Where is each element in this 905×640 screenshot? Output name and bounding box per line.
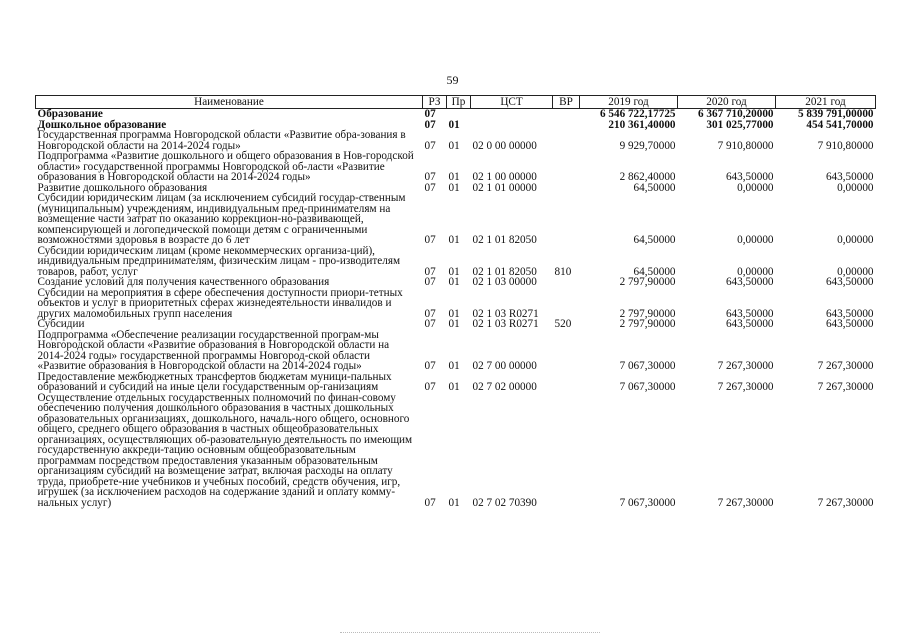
cell-name: Субсидии юридическим лицам (кроме некоммерческих организа-ций), индивидуальным предпринимателям, физическим лицам - про-изводителям товаров, работ, услуг xyxy=(37,244,401,278)
cell-cst: 02 1 00 00000 xyxy=(472,171,537,183)
cell-vr xyxy=(553,120,580,131)
cell-cst: 02 1 03 R0271 xyxy=(472,307,539,320)
cell-cst: 02 7 02 00000 xyxy=(472,381,537,393)
cell-2019: 64,50000 xyxy=(633,234,676,246)
cell-2020: 7 267,30000 xyxy=(717,496,774,509)
table-row xyxy=(36,372,876,393)
cell-2020: 643,50000 xyxy=(725,318,774,330)
cell-2021: 0,00000 xyxy=(837,265,874,278)
cell-pr: 01 xyxy=(448,276,460,288)
cell-pr: 01 xyxy=(448,307,460,320)
cell-pr: 01 xyxy=(448,360,460,372)
cell-2019: 2 797,90000 xyxy=(619,318,676,330)
cell-2021: 643,50000 xyxy=(825,307,874,320)
cell-2020: 643,50000 xyxy=(725,307,774,320)
cell-name: Развитие дошкольного образования xyxy=(37,181,208,194)
cell-2020: 301 025,77000 xyxy=(706,118,774,131)
cell-rz: 07 xyxy=(424,318,436,330)
table-row xyxy=(36,151,876,183)
cell-pr: 01 xyxy=(448,118,460,131)
cell-2020: 0,00000 xyxy=(737,181,774,194)
header-pr: Пр xyxy=(447,96,471,109)
header-2020: 2020 год xyxy=(678,96,776,109)
cell-name: Осуществление отдельных государственных полномочий по финан-совому обеспечению получения дошкольного образования в частных дошкольных образовательных организациях, дошкольного, началь-ного общего, основного общего, среднего общего образования в частных общеобразовательных организациях, осуществляющих об-разовательную деятельность по имеющим государственную аккреди-тацию основным общеобразовательным программам посредством предоставления указанным образовательным организациям субсидий на возмещение затрат, включая расходы на оплату труда, приобрете-ние учебников и учебных пособий, средств обучения, игр, игрушек (за исключением расходов на содержание зданий и оплату комму-нальных услуг) xyxy=(37,391,413,509)
cell-2020: 0,00000 xyxy=(737,265,774,278)
cell-2019: 64,50000 xyxy=(633,181,676,194)
cell-name: Подпрограмма «Обеспечение реализации государственной програм-мы Новгородской области «Развитие образования в Новгородской области на 2014-2024 годы» государственной программы Новгород-ской области «Развитие образования в Новгородской области на 2014-2024 годы» xyxy=(37,328,390,372)
cell-rz: 07 xyxy=(424,234,436,246)
table-row xyxy=(36,193,876,246)
cell-2021: 0,00000 xyxy=(837,181,874,194)
cell-2020: 7 267,30000 xyxy=(717,360,774,372)
cell-pr xyxy=(447,109,471,120)
header-name: Наименование xyxy=(36,96,423,109)
header-vr: ВР xyxy=(553,96,580,109)
cell-name: Образование xyxy=(37,108,103,120)
cell-name: Субсидии юридическим лицам (за исключением субсидий государ-ственным (муниципальным) учреждениям, индивидуальным пред-принимателям на возмещение части затрат по оказанию коррекцион-но-развивающей, компенсирующей и логопедической помощи детям с ограниченными возможностями здоровья в возрасте до 6 лет xyxy=(37,192,406,246)
cell-rz: 07 xyxy=(424,276,436,288)
cell-name: Субсидии на мероприятия в сфере обеспечения доступности приори-тетных объектов и услуг в приоритетных сферах жизнедеятельности инвалидов и других маломобильных групп населения xyxy=(37,286,403,320)
cell-rz: 07 xyxy=(424,496,436,509)
cell-vr: 520 xyxy=(554,318,572,330)
cell-2019: 64,50000 xyxy=(633,265,676,278)
table-body xyxy=(36,109,876,509)
page-number: 59 xyxy=(446,73,459,87)
cell-vr xyxy=(553,183,580,194)
cell-cst xyxy=(471,109,553,120)
cell-cst: 02 1 01 82050 xyxy=(472,265,537,278)
cell-pr: 01 xyxy=(448,139,460,152)
header-2021: 2021 год xyxy=(776,96,876,109)
cell-vr xyxy=(553,193,580,246)
cell-name: Создание условий для получения качественного образования xyxy=(37,276,330,288)
cell-pr: 01 xyxy=(448,381,460,393)
cell-2019: 7 067,30000 xyxy=(619,381,676,393)
cell-pr: 01 xyxy=(448,181,460,194)
table-row xyxy=(36,393,876,509)
cell-name: Предоставление межбюджетных трансфертов бюджетам муници-пальных образований и субсидий на иные цели государственным ор-ганизациям xyxy=(37,370,392,393)
table-row xyxy=(36,277,876,288)
cell-cst: 02 1 01 00000 xyxy=(472,181,537,194)
cell-2020: 643,50000 xyxy=(725,276,774,288)
cell-cst: 02 1 01 82050 xyxy=(472,234,537,246)
cell-vr xyxy=(553,109,580,120)
cell-2020: 7 267,30000 xyxy=(717,381,774,393)
cell-vr xyxy=(553,130,580,151)
cell-pr: 01 xyxy=(448,171,460,183)
scan-artifact xyxy=(340,632,600,636)
cell-2019: 7 067,30000 xyxy=(619,496,676,509)
cell-vr: 810 xyxy=(554,265,572,278)
cell-cst xyxy=(471,120,553,131)
cell-name: Дошкольное образование xyxy=(37,118,167,131)
cell-rz: 07 xyxy=(424,381,436,393)
cell-2020: 6 367 710,20000 xyxy=(697,108,774,120)
cell-rz: 07 xyxy=(424,171,436,183)
cell-2021: 643,50000 xyxy=(825,318,874,330)
cell-pr: 01 xyxy=(448,265,460,278)
cell-rz: 07 xyxy=(424,307,436,320)
header-cst: ЦСТ xyxy=(471,96,553,109)
cell-2020: 0,00000 xyxy=(737,234,774,246)
cell-vr xyxy=(553,277,580,288)
cell-rz: 07 xyxy=(424,139,436,152)
cell-vr xyxy=(553,151,580,183)
cell-2019: 2 797,90000 xyxy=(619,276,676,288)
table-row xyxy=(36,130,876,151)
cell-2021: 0,00000 xyxy=(837,234,874,246)
cell-rz: 07 xyxy=(424,181,436,194)
table-row xyxy=(36,246,876,278)
cell-vr xyxy=(553,393,580,509)
cell-2021: 454 541,70000 xyxy=(806,118,874,131)
table-row xyxy=(36,109,876,120)
cell-2021: 643,50000 xyxy=(825,171,874,183)
cell-pr: 01 xyxy=(448,234,460,246)
cell-pr: 01 xyxy=(448,318,460,330)
cell-2019: 9 929,70000 xyxy=(619,139,676,152)
cell-2019: 2 862,40000 xyxy=(619,171,676,183)
cell-2021: 7 910,80000 xyxy=(817,139,874,152)
table-row xyxy=(36,319,876,330)
cell-rz: 07 xyxy=(424,118,436,131)
cell-vr xyxy=(553,288,580,320)
cell-cst: 02 1 03 R0271 xyxy=(472,318,539,330)
header-2019: 2019 год xyxy=(580,96,678,109)
cell-2019: 210 361,40000 xyxy=(608,118,676,131)
cell-2021: 5 839 791,00000 xyxy=(797,108,874,120)
header-rz: РЗ xyxy=(423,96,447,109)
cell-2021: 643,50000 xyxy=(825,276,874,288)
cell-2020: 7 910,80000 xyxy=(717,139,774,152)
cell-2021: 7 267,30000 xyxy=(817,360,874,372)
cell-name: Государственная программа Новгородской области «Развитие обра-зования в Новгородской области на 2014-2024 годы» xyxy=(37,129,406,152)
cell-rz: 07 xyxy=(424,108,436,120)
table-row xyxy=(36,330,876,372)
cell-cst: 02 7 02 70390 xyxy=(472,496,537,509)
cell-pr: 01 xyxy=(448,496,460,509)
cell-rz: 07 xyxy=(424,265,436,278)
table-header-row xyxy=(36,96,876,109)
cell-cst: 02 0 00 00000 xyxy=(472,139,537,152)
cell-cst: 02 1 03 00000 xyxy=(472,276,537,288)
cell-vr xyxy=(553,330,580,372)
cell-name: Подпрограмма «Развитие дошкольного и общего образования в Нов-городской области» государственной программы Новгородской об-ласти «Развитие образования в Новгородской области на 2014-2024 годы» xyxy=(37,150,414,183)
cell-rz: 07 xyxy=(424,360,436,372)
cell-cst: 02 7 00 00000 xyxy=(472,360,537,372)
cell-2019: 6 546 722,17725 xyxy=(599,108,676,120)
table-row xyxy=(36,288,876,320)
cell-name: Субсидии xyxy=(37,318,85,330)
cell-2019: 2 797,90000 xyxy=(619,307,676,320)
cell-2021: 7 267,30000 xyxy=(817,381,874,393)
cell-vr xyxy=(553,372,580,393)
cell-2020: 643,50000 xyxy=(725,171,774,183)
cell-2021: 7 267,30000 xyxy=(817,496,874,509)
budget-table xyxy=(35,95,876,508)
cell-2019: 7 067,30000 xyxy=(619,360,676,372)
